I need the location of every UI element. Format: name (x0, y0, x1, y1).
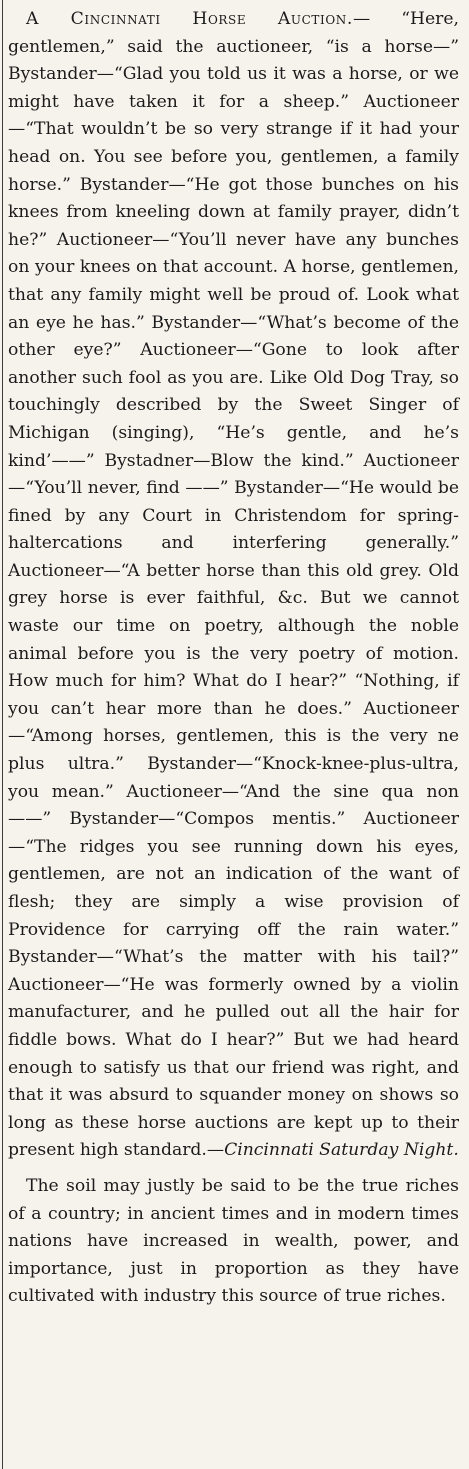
column-rule (2, 0, 3, 1469)
source-dash: — (206, 1140, 225, 1161)
article-horse-auction (8, 6, 459, 1165)
article-headline: A Cincinnati Horse Auction. (26, 9, 353, 29)
article-source: Cincinnati Saturday Night. (224, 1140, 459, 1161)
headline-dash: — (352, 9, 371, 29)
article-body: “Here, gentlemen,” said the auctioneer, “is a horse—” Bystander—“Glad you told us it was a horse, or we might have taken it for a sheep.” Auctioneer—“That wouldn’t be so very strange if it had your head on. You see before you, gentlemen, a family horse.” Bystander—“He got those bunches on his knees from kneeling down at family prayer, didn’t he?” Auctioneer—“You’ll never have any bunches on your knees on that account. A horse, gentlemen, that any family might well be proud of. Look what an eye he has.” Bystander—“What’s become of the other eye?” Auctioneer—“Gone to look after another such fool as you are. Like Old Dog Tray, so touchingly described by the Sweet Singer of Michigan (singing), “He’s gentle, and he’s kind’——” Bystadner—Blow the kind.” Auctioneer—“You’ll never, find ——” Bystander—“He would be fined by any Court in Christendom for spring-haltercations and interfering generally.” Auctioneer—“A better horse than this old grey. Old grey horse is ever faithful, &c. But we cannot waste our time on poetry, although the noble animal before you is the very poetry of motion. How much for him? What do I hear?” “Nothing, if you can’t hear more than he does.” Auctioneer—“Among horses, gentlemen, this is the very ne plus ultra.” Bystander—“Knock-knee-plus-ultra, you mean.” Auctioneer—“And the sine qua non——” Bystander—“Compos mentis.” Auctioneer—“The ridges you see running down his eyes, gentlemen, are not an indication of the want of flesh; they are simply a wise provision of Providence for carrying off the rain water.” Bystander—“What’s the matter with his tail?” Auctioneer—“He was formerly owned by a violin manufacturer, and he pulled out all the hair for fiddle bows. What do I hear?” But we had heard enough to satisfy us that our friend was right, and that it was absurd to squander money on shows so long as these horse auctions are kept up to their present high standard. (8, 9, 459, 1161)
paragraph-soil-riches: The soil may justly be said to be the true riches of a country; in ancient times and in modern times nations have increased in wealth, power, and importance, just in proportion as they have cultivated with industry this source of true riches. (8, 1175, 459, 1307)
